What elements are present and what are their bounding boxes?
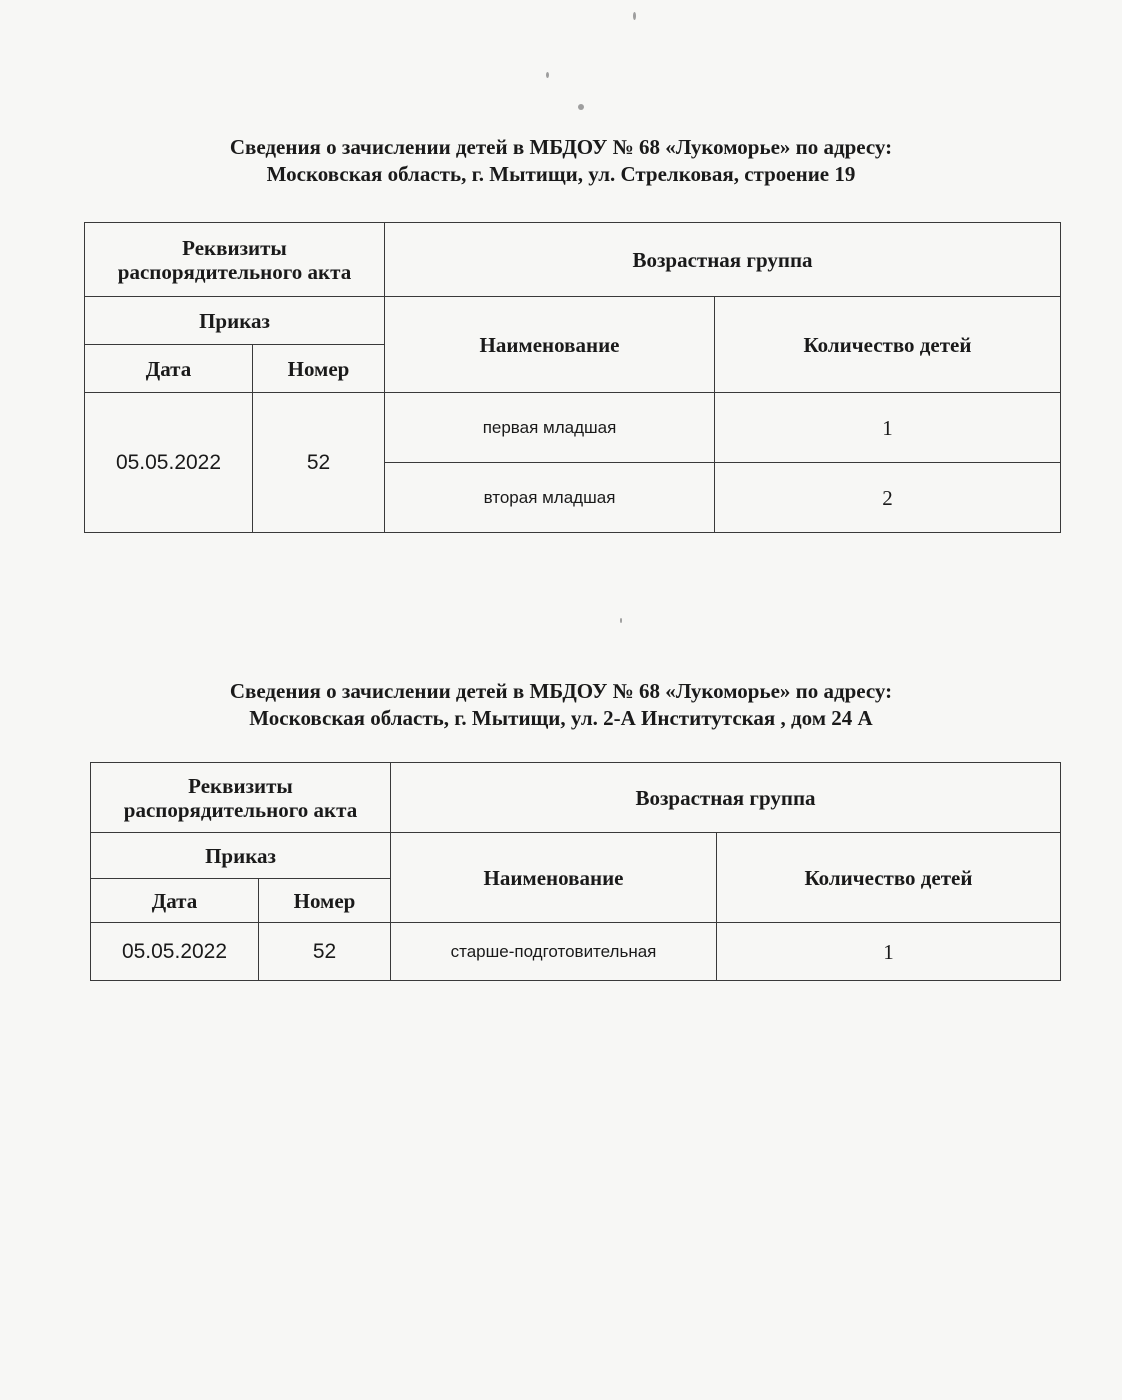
section2-title-line1: Сведения о зачислении детей в МБДОУ № 68 «Лукоморье» по адресу: [229,679,893,703]
section2-title-line2: Московская область, г. Мытищи, ул. 2-А Институтская , дом 24 А [249,706,873,730]
header-number: Номер [253,345,385,393]
header-age-group: Возрастная группа [385,223,1061,297]
scan-speck [620,618,622,623]
header-count: Количество детей [715,297,1061,393]
cell-child-count: 1 [717,923,1061,981]
cell-child-count: 2 [715,463,1061,533]
header-age-group: Возрастная группа [391,763,1061,833]
cell-number: 52 [259,923,391,981]
table-row [91,923,1061,981]
header-order: Приказ [91,833,391,879]
header-requisites: Реквизиты распорядительного акта [85,223,385,297]
section1-enrollment-table [84,222,1061,533]
header-date: Дата [85,345,253,393]
header-name: Наименование [391,833,717,923]
header-requisites: Реквизиты распорядительного акта [91,763,391,833]
table-row [85,393,1061,463]
cell-date: 05.05.2022 [85,393,253,533]
section1-title-line1: Сведения о зачислении детей в МБДОУ № 68 «Лукоморье» по адресу: [229,135,893,159]
header-order: Приказ [85,297,385,345]
cell-group-name: вторая младшая [385,463,715,533]
cell-date: 05.05.2022 [91,923,259,981]
section1-title-line2: Московская область, г. Мытищи, ул. Стрелковая, строение 19 [266,162,856,186]
section2-title [0,678,1122,732]
header-name: Наименование [385,297,715,393]
scan-speck [546,72,549,78]
cell-child-count: 1 [715,393,1061,463]
header-date: Дата [91,879,259,923]
cell-number: 52 [253,393,385,533]
header-count: Количество детей [717,833,1061,923]
section1-title [0,134,1122,188]
scan-speck [578,104,584,110]
cell-group-name: старше-подготовительная [391,923,717,981]
cell-group-name: первая младшая [385,393,715,463]
header-number: Номер [259,879,391,923]
section2-enrollment-table [90,762,1061,981]
scan-speck [633,12,636,20]
